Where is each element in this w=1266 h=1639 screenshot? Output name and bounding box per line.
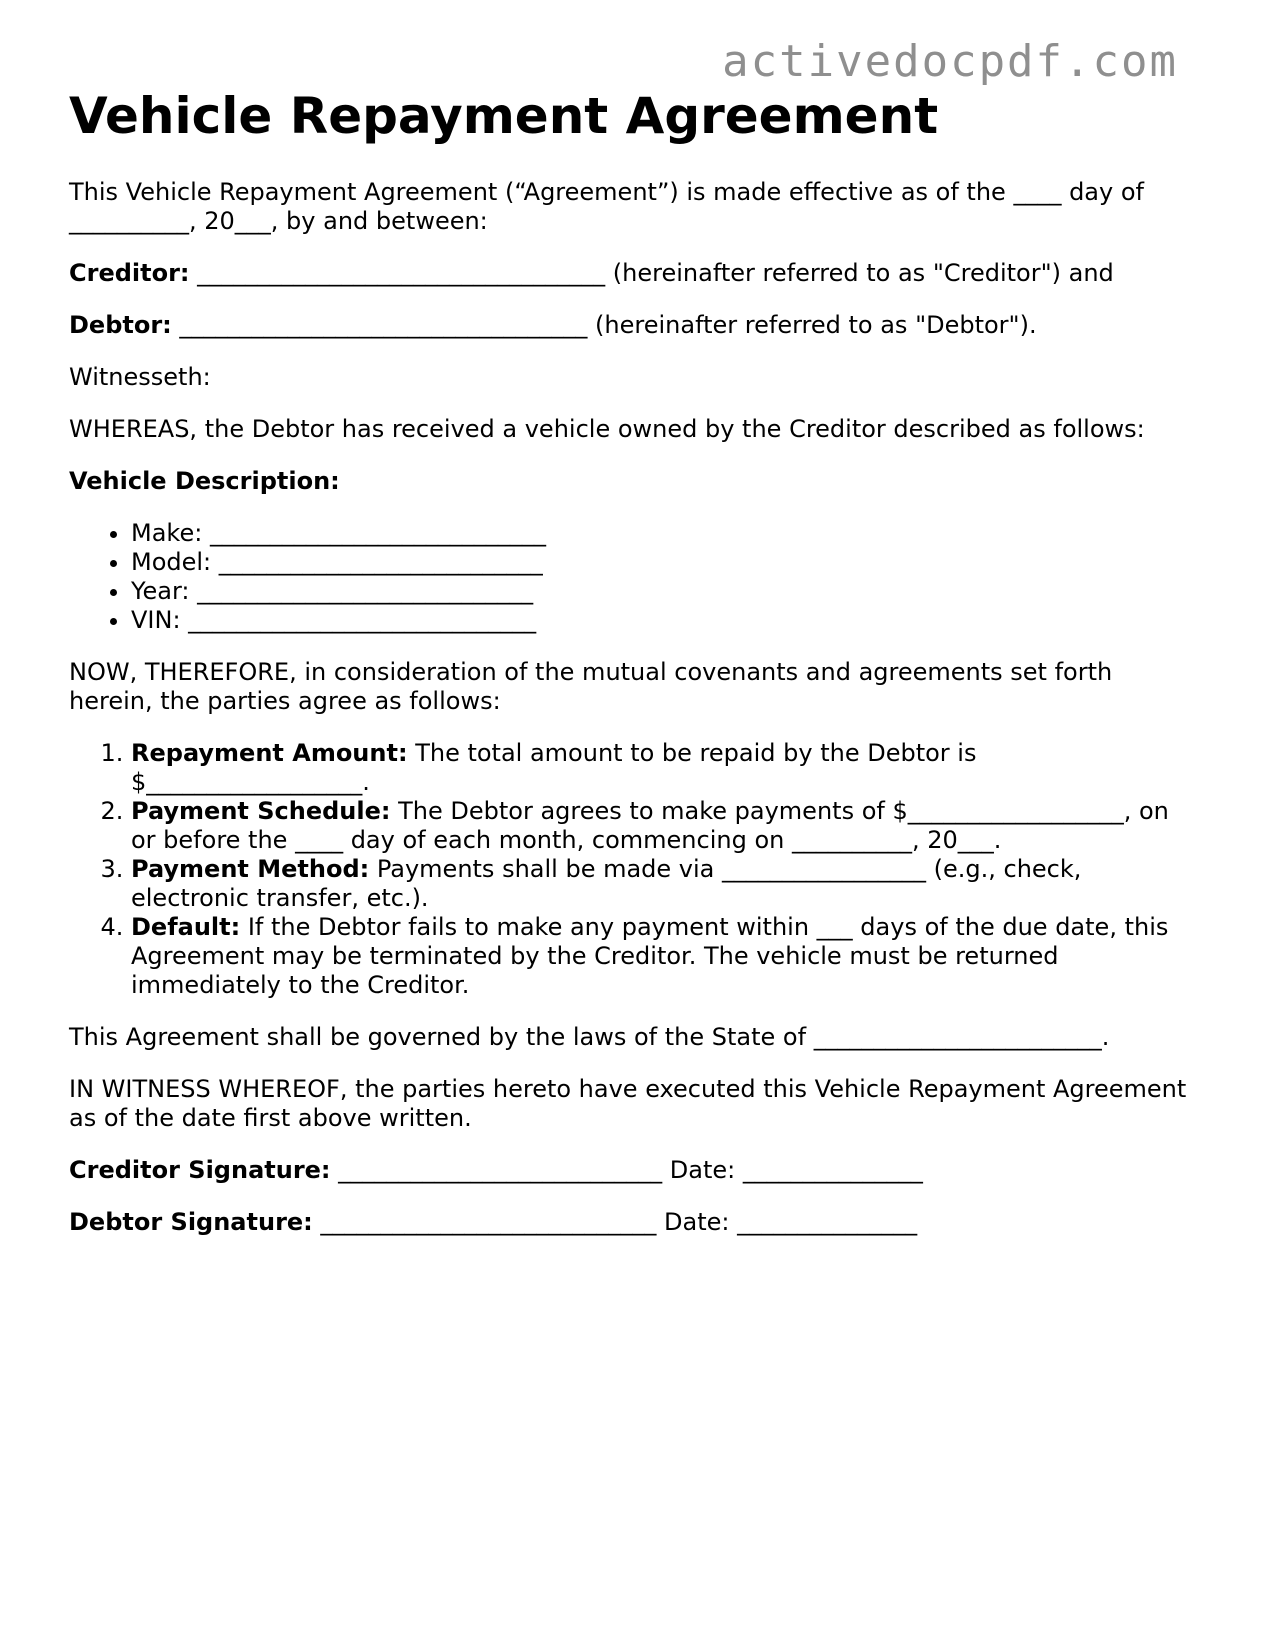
- term-default: [131, 913, 1199, 1000]
- intro-paragraph: This Vehicle Repayment Agreement (“Agreement”) is made effective as of the ____ day of __________, 20___, by and between:: [69, 177, 1144, 235]
- creditor-signature-label: Creditor Signature:: [69, 1155, 331, 1184]
- whereas-paragraph: WHEREAS, the Debtor has received a vehicle owned by the Creditor described as follows:: [69, 414, 1145, 443]
- term-label: Payment Schedule:: [131, 796, 391, 825]
- term-text: Payments shall be made via _________________ (e.g., check, electronic transfer, etc.).: [131, 854, 1082, 912]
- witnesseth: Witnesseth:: [69, 362, 211, 391]
- creditor-signature-line: [69, 1156, 1199, 1185]
- witness-paragraph: IN WITNESS WHEREOF, the parties hereto have executed this Vehicle Repayment Agreement as of the date first above written.: [69, 1074, 1187, 1132]
- document-title: Vehicle Repayment Agreement: [69, 87, 939, 145]
- creditor-label: Creditor:: [69, 258, 190, 287]
- vehicle-description-heading: [69, 467, 1199, 496]
- now-therefore-paragraph: NOW, THEREFORE, in consideration of the mutual covenants and agreements set forth herein, the parties agree as follows:: [69, 657, 1113, 715]
- term-label: Payment Method:: [131, 854, 370, 883]
- term-text: If the Debtor fails to make any payment within ___ days of the due date, this Agreement may be terminated by the Creditor. The vehicle must be returned immediately to the Creditor.: [131, 912, 1169, 999]
- vehicle-item-year: • Year: ____________________________: [131, 577, 1199, 606]
- term-payment-method: [131, 855, 1199, 913]
- terms-list: [69, 739, 1199, 1000]
- debtor-text: __________________________________ (hereinafter referred to as "Debtor").: [171, 310, 1037, 339]
- term-repayment-amount: [131, 739, 1199, 797]
- creditor-line: [69, 259, 1199, 288]
- term-payment-schedule: [131, 797, 1199, 855]
- vehicle-list: [69, 519, 1199, 635]
- watermark: activedocpdf.com: [722, 36, 1178, 87]
- creditor-signature-text: ___________________________ Date: _______________: [330, 1155, 923, 1184]
- vehicle-heading-text: Vehicle Description:: [69, 466, 340, 495]
- debtor-line: [69, 311, 1199, 340]
- term-label: Repayment Amount:: [131, 738, 408, 767]
- document-page: [69, 88, 1199, 1260]
- debtor-signature-text: ____________________________ Date: _______________: [312, 1207, 918, 1236]
- governing-law-paragraph: This Agreement shall be governed by the laws of the State of ________________________.: [69, 1022, 1110, 1051]
- vehicle-item-make: • Make: ____________________________: [131, 519, 1199, 548]
- debtor-signature-label: Debtor Signature:: [69, 1207, 313, 1236]
- term-label: Default:: [131, 912, 241, 941]
- vehicle-item-model: • Model: ___________________________: [131, 548, 1199, 577]
- vehicle-item-vin: • VIN: _____________________________: [131, 606, 1199, 635]
- debtor-label: Debtor:: [69, 310, 172, 339]
- debtor-signature-line: [69, 1208, 1199, 1237]
- creditor-text: __________________________________ (hereinafter referred to as "Creditor") and: [189, 258, 1114, 287]
- term-text: The Debtor agrees to make payments of $__________________, on or before the ____ day of each month, commencing on __________, 20___.: [131, 796, 1169, 854]
- term-text: The total amount to be repaid by the Debtor is $__________________.: [131, 738, 977, 796]
